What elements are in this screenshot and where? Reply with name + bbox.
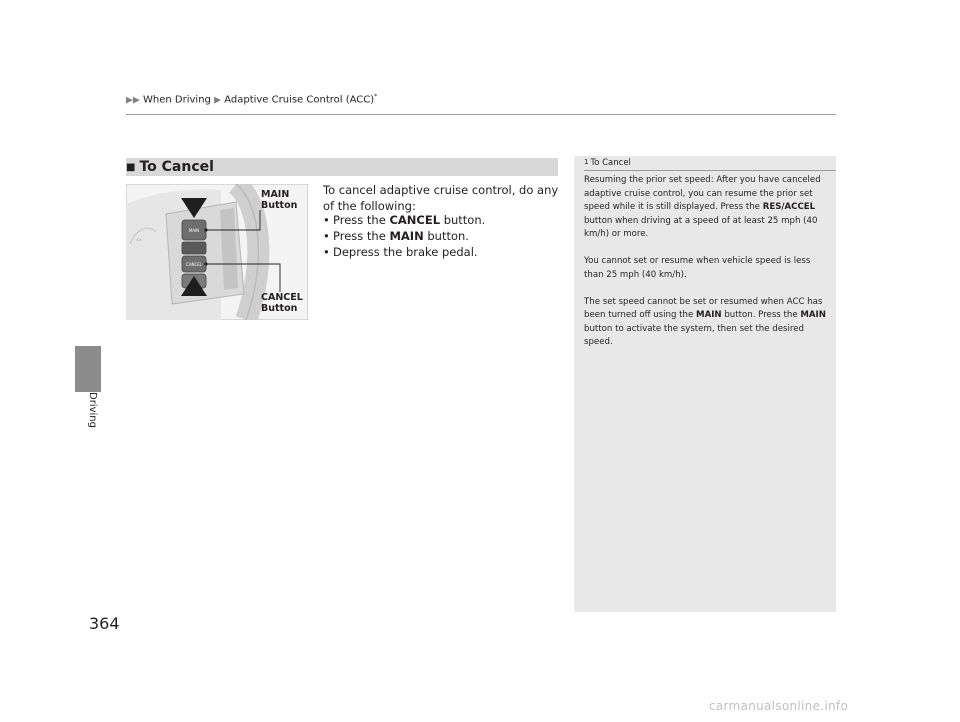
list-item: • Depress the brake pedal. xyxy=(323,244,485,260)
switch-cancel-label: CANCEL xyxy=(185,262,203,267)
cancel-callout-line2: Button xyxy=(261,303,298,314)
intro-text: To cancel adaptive cruise control, do any of the following: xyxy=(323,183,559,213)
main-button-callout xyxy=(261,189,297,211)
note-paragraph: Resuming the prior set speed: After you have canceled adaptive cruise control, you can resume the prior set speed while it is still displayed. Press the RES/ACCEL button when driving at a speed of at least 25 mph (40 km/h) or more. xyxy=(584,175,821,239)
main-callout-line1: MAIN xyxy=(261,189,290,200)
breadcrumb xyxy=(126,93,377,105)
breadcrumb-arrow-icon: ▶ xyxy=(214,95,222,106)
page-number: 364 xyxy=(89,614,120,633)
option-marker: * xyxy=(374,93,378,100)
note-number: 1 xyxy=(584,158,589,166)
cancel-callout-line1: CANCEL xyxy=(261,292,303,303)
section-heading xyxy=(126,158,214,176)
note-rule xyxy=(584,170,836,171)
list-item: • Press the CANCEL button. xyxy=(323,212,485,228)
breadcrumb-item-acc[interactable]: Adaptive Cruise Control (ACC) xyxy=(224,94,375,106)
cancel-button-callout xyxy=(261,292,303,314)
svg-text:‹›: ‹› xyxy=(136,236,142,244)
chapter-label: Driving xyxy=(87,392,98,428)
breadcrumb-item-when-driving[interactable]: When Driving xyxy=(143,94,211,106)
header-rule xyxy=(126,114,836,115)
cancel-methods-list xyxy=(323,212,485,260)
note-body xyxy=(584,174,830,363)
note-title-text: To Cancel xyxy=(590,158,631,168)
switch-main-label: MAIN xyxy=(188,228,200,233)
note-paragraph: You cannot set or resume when vehicle speed is less than 25 mph (40 km/h). xyxy=(584,256,811,280)
list-item: • Press the MAIN button. xyxy=(323,228,485,244)
breadcrumb-arrow-icon: ▶▶ xyxy=(126,95,140,106)
main-callout-line2: Button xyxy=(261,200,298,211)
note-title xyxy=(584,158,631,168)
watermark: carmanualsonline.info xyxy=(709,699,849,713)
note-paragraph: The set speed cannot be set or resumed when ACC has been turned off using the MAIN button. Press the MAIN button to activate the system, then set the desired speed. xyxy=(584,296,826,347)
heading-square-icon: ■ xyxy=(126,162,136,173)
section-heading-text: To Cancel xyxy=(139,159,214,175)
chapter-tab xyxy=(75,346,101,392)
